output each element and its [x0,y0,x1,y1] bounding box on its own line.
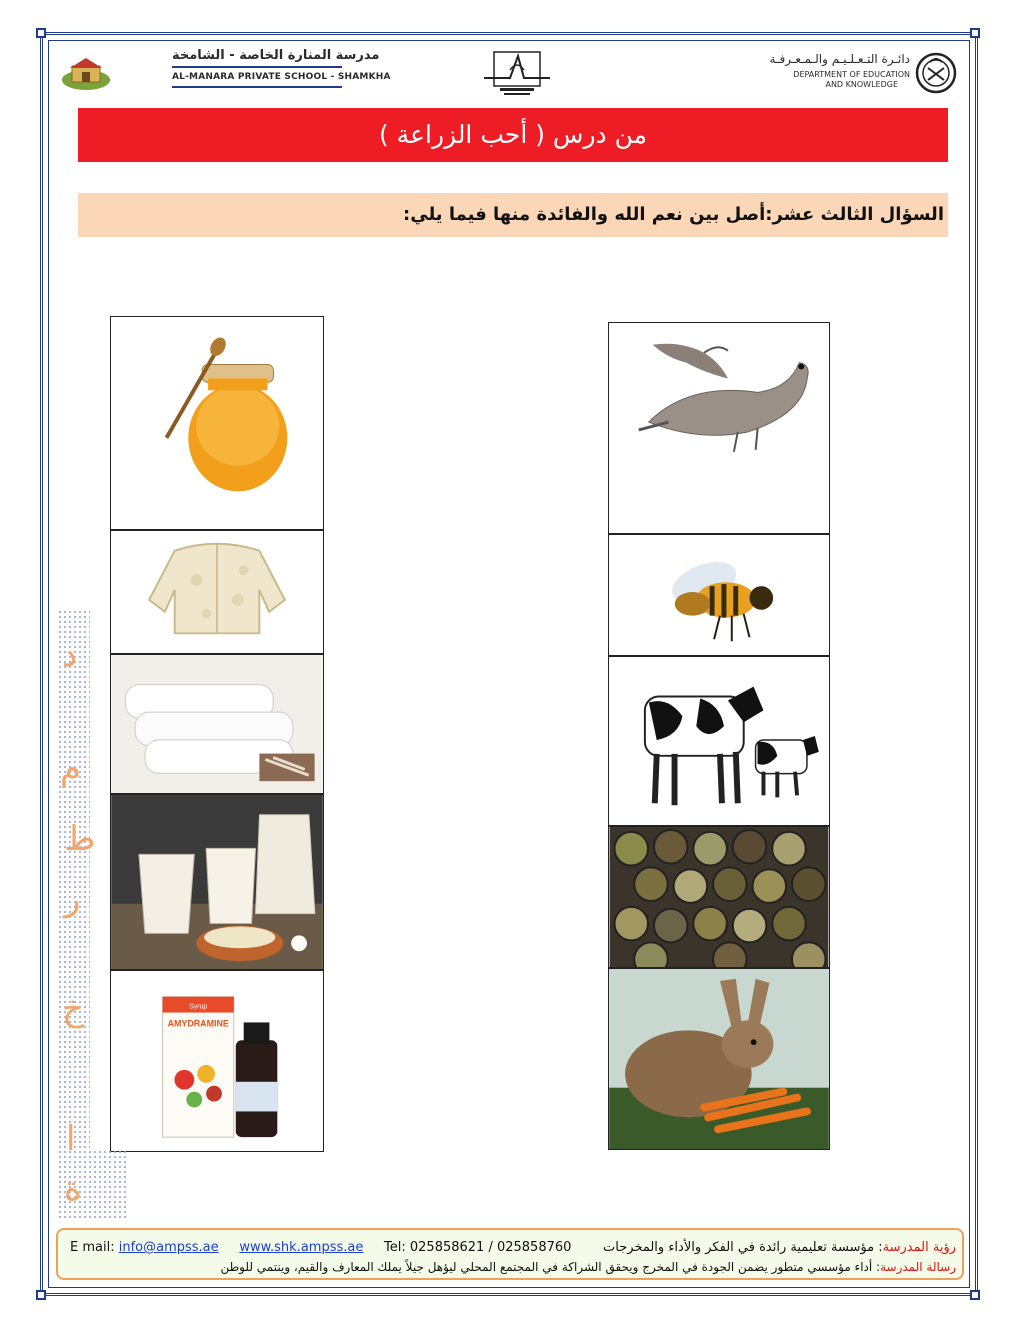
mission-label: رسالة المدرسة [880,1260,956,1274]
image-cell-dairy[interactable] [110,794,324,970]
email-label: E mail: [70,1240,115,1255]
vision-label: رؤية المدرسة [882,1240,956,1255]
medicine-label: AMYDRAMINE [167,1018,229,1029]
image-cell-medicine[interactable] [110,970,324,1152]
page-footer [56,1228,964,1280]
svg-text:خ: خ [62,989,84,1029]
svg-text:ط: ط [64,819,96,859]
svg-text:م: م [60,749,82,789]
image-cell-rabbit[interactable] [608,968,830,1150]
abu-dhabi-emblem-icon [914,50,958,96]
school-vision [603,1240,956,1255]
image-cell-doves[interactable] [608,322,830,534]
page-header [56,44,962,102]
herbs-spices-icon [609,827,829,967]
telephone-numbers: Tel: 025858621 / 025858760 [384,1240,572,1255]
doves-icon [609,323,829,533]
honey-jar-icon [111,317,323,529]
wool-jacket-icon [111,531,323,653]
department-name-english-2: AND KNOWLEDGE [825,80,898,89]
svg-text:ة: ة [64,1169,82,1209]
frame-corner [970,28,980,38]
milk-and-cheese-icon [111,795,323,969]
image-cell-pillows[interactable] [110,654,324,794]
mission-text: : أداء مؤسسي متطور يضمن الجودة في المخرج ويحقق الشراكة في المجتمع المحلي ليؤهل جيلاً يملك المعارف والقيم، وينتمي للوطن [220,1260,881,1274]
image-cell-cows[interactable] [608,656,830,826]
decorative-side-pattern [58,610,128,1220]
medicine-syrup-icon [111,971,323,1151]
divider [172,86,342,88]
website-link[interactable]: www.shk.ampss.ae [239,1240,364,1255]
svg-text:ا: ا [66,1119,76,1159]
svg-text:د: د [62,635,78,675]
footer-contact-line [70,1240,956,1255]
department-name-arabic: دائـرة التـعـلـيـم والـمـعـرفـة [769,52,910,66]
school-name-english: AL-MANARA PRIVATE SCHOOL - SHAMKHA [172,72,391,82]
year-of-tolerance-logo-icon [480,48,554,98]
department-name-english: DEPARTMENT OF EDUCATION [793,70,910,79]
frame-corner [36,28,46,38]
image-cell-herbs[interactable] [608,826,830,968]
left-image-column [110,316,324,1152]
school-name-arabic: مدرسة المنارة الخاصة - الشامخة [172,48,380,63]
lesson-title: من درس ( أحب الزراعة ) [78,108,948,162]
right-image-column [608,322,830,1150]
school-logo-icon [60,56,112,92]
frame-corner [970,1290,980,1300]
image-cell-honey[interactable] [110,316,324,530]
question-text: السؤال الثالث عشر:أصل بين نعم الله والفائدة منها فيما يلي: [78,193,948,237]
school-mission [220,1260,956,1274]
syrup-small-label: Syrup [189,1003,208,1011]
vision-text: : مؤسسة تعليمية رائدة في الفكر والأداء والمخرجات [603,1240,883,1255]
image-cell-wool[interactable] [110,530,324,654]
frame-corner [36,1290,46,1300]
pillows-icon [111,655,323,793]
email-link[interactable]: info@ampss.ae [118,1240,219,1255]
cows-icon [609,657,829,825]
divider [172,66,342,68]
rabbit-icon [609,969,829,1149]
image-cell-bee[interactable] [608,534,830,656]
svg-text:ر: ر [64,879,81,919]
bee-icon [609,535,829,655]
